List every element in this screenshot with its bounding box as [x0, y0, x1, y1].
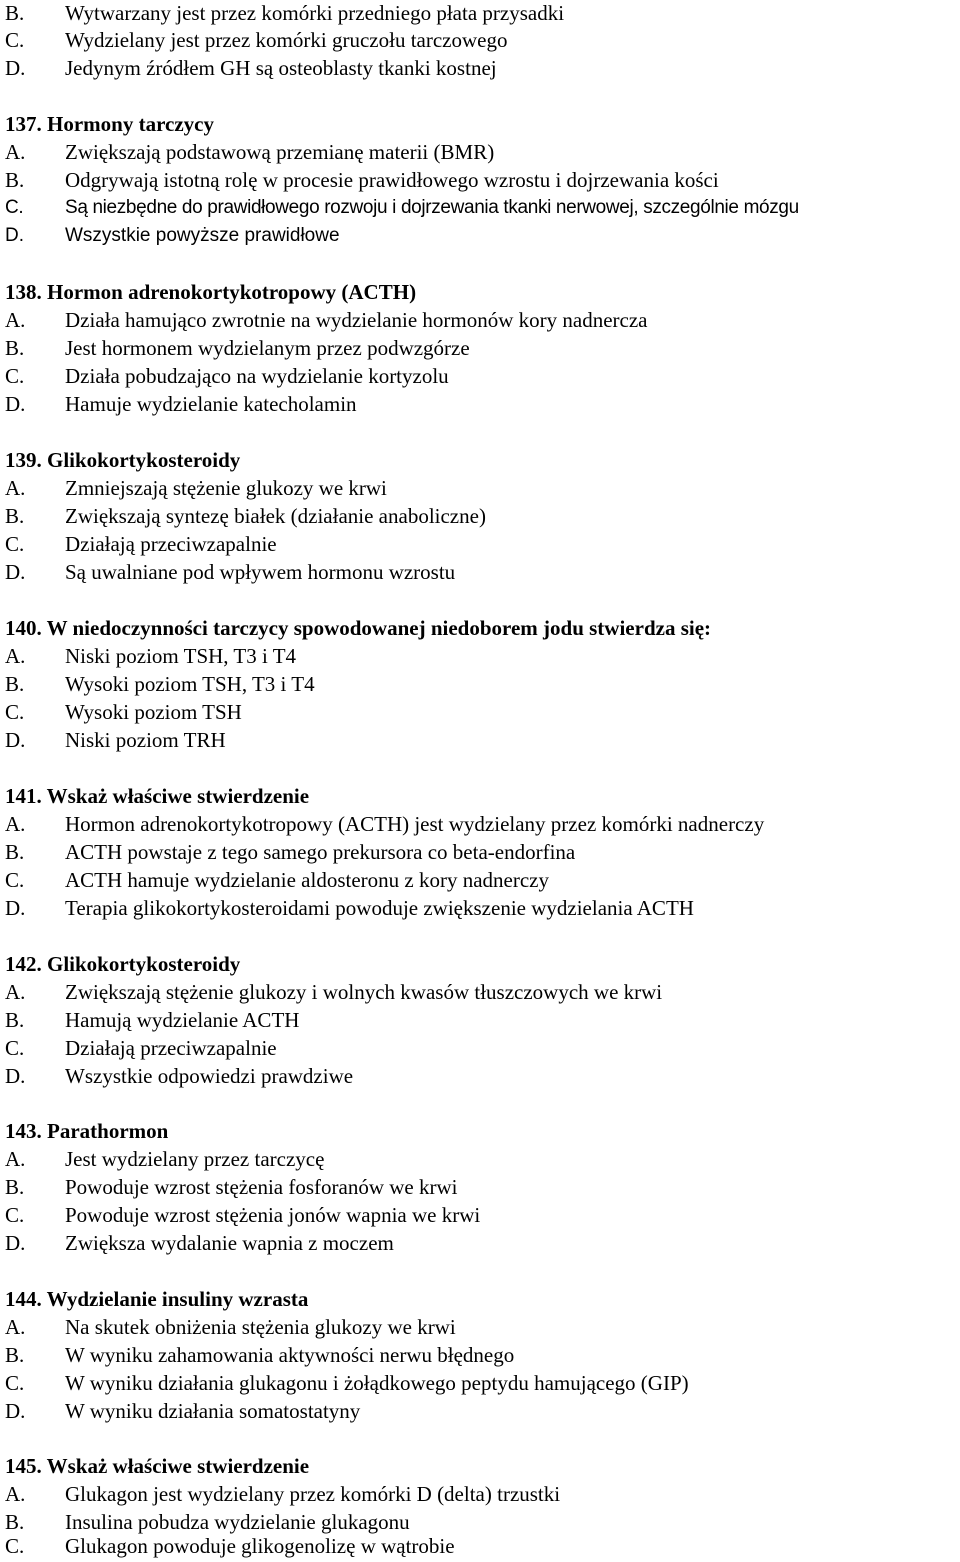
option-text: Niski poziom TRH — [65, 728, 226, 752]
option-text: Zwiększa wydalanie wapnia z moczem — [65, 1231, 394, 1255]
option-line — [5, 475, 387, 501]
option-line — [5, 699, 242, 725]
option-label: B. — [5, 1, 25, 25]
option-line — [5, 1146, 324, 1172]
option-label: C. — [5, 1371, 25, 1395]
option-text: Wydzielany jest przez komórki gruczołu tarczowego — [65, 28, 508, 52]
option-label: C. — [5, 28, 25, 52]
question-title: Glikokortykosteroidy — [47, 448, 241, 472]
option-label: B. — [5, 504, 25, 528]
option-label: A. — [5, 980, 26, 1004]
option-line — [5, 671, 315, 697]
option-text: Niski poziom TSH, T3 i T4 — [65, 644, 297, 668]
option-line — [5, 1035, 277, 1061]
option-text: Zmniejszają stężenie glukozy we krwi — [65, 476, 387, 500]
option-line — [5, 727, 226, 753]
option-label: D. — [5, 1231, 26, 1255]
option-label: D. — [5, 560, 26, 584]
option-line — [5, 811, 764, 837]
question-number: 141. — [5, 784, 42, 808]
option-label: D. — [5, 1064, 26, 1088]
option-line — [5, 559, 455, 585]
question-title: Hormon adrenokortykotropowy (ACTH) — [47, 280, 417, 304]
option-label: C. — [5, 1036, 25, 1060]
option-label: A. — [5, 476, 26, 500]
option-text: W wyniku działania glukagonu i żołądkowego peptydu hamującego (GIP) — [65, 1371, 689, 1395]
option-line — [5, 839, 575, 865]
option-label: C. — [5, 700, 25, 724]
option-text: Działają przeciwzapalnie — [65, 532, 277, 556]
option-text: Wysoki poziom TSH — [65, 700, 242, 724]
option-line — [5, 1230, 394, 1256]
question-number: 145. — [5, 1454, 42, 1478]
option-line — [5, 335, 470, 361]
option-text: ACTH hamuje wydzielanie aldosteronu z kory nadnerczy — [65, 868, 549, 892]
option-line — [5, 1174, 457, 1200]
option-label: D. — [5, 728, 26, 752]
option-text: Glukagon powoduje glikogenolizę w wątrobie — [65, 1534, 455, 1558]
option-line — [5, 0, 564, 26]
option-line — [5, 531, 277, 557]
option-line — [5, 1063, 353, 1089]
option-label: C. — [5, 197, 24, 218]
question-heading — [5, 951, 240, 977]
option-text: Na skutek obniżenia stężenia glukozy we krwi — [65, 1315, 456, 1339]
question-heading — [5, 1118, 168, 1144]
question-title: Parathormon — [47, 1119, 169, 1143]
option-label: D. — [5, 896, 26, 920]
option-line — [5, 139, 494, 165]
option-text: Działa pobudzająco na wydzielanie kortyzolu — [65, 364, 449, 388]
option-line — [5, 1398, 360, 1424]
option-text: Insulina pobudza wydzielanie glukagonu — [65, 1510, 410, 1534]
option-label: D. — [5, 56, 26, 80]
question-title: Glikokortykosteroidy — [47, 952, 241, 976]
option-text: Jest hormonem wydzielanym przez podwzgórze — [65, 336, 470, 360]
option-line — [5, 55, 497, 81]
option-label: B. — [5, 168, 25, 192]
option-label: A. — [5, 1315, 26, 1339]
option-text: Jest wydzielany przez tarczycę — [65, 1147, 325, 1171]
option-text: W wyniku zahamowania aktywności nerwu błędnego — [65, 1343, 515, 1367]
option-label: B. — [5, 1510, 25, 1534]
option-line — [5, 1314, 456, 1340]
option-text: Zwiększają syntezę białek (działanie anaboliczne) — [65, 504, 486, 528]
option-line — [5, 27, 507, 53]
option-line — [5, 1202, 480, 1228]
option-label: C. — [5, 1534, 25, 1558]
question-heading — [5, 783, 309, 809]
option-line — [5, 1370, 689, 1396]
question-heading — [5, 615, 711, 641]
option-text: Zwiększają podstawową przemianę materii (BMR) — [65, 140, 495, 164]
option-line — [5, 1509, 410, 1535]
option-text: ACTH powstaje z tego samego prekursora co beta-endorfina — [65, 840, 576, 864]
question-number: 142. — [5, 952, 42, 976]
question-title: Hormony tarczycy — [47, 112, 214, 136]
option-label: D. — [5, 1399, 26, 1423]
question-heading — [5, 447, 240, 473]
option-text: W wyniku działania somatostatyny — [65, 1399, 361, 1423]
option-text: Powoduje wzrost stężenia jonów wapnia we krwi — [65, 1203, 481, 1227]
option-line — [5, 1007, 299, 1033]
question-number: 140. — [5, 616, 42, 640]
option-text: Są uwalniane pod wpływem hormonu wzrostu — [65, 560, 456, 584]
option-label: B. — [5, 1175, 25, 1199]
option-text: Wysoki poziom TSH, T3 i T4 — [65, 672, 315, 696]
option-line — [5, 503, 486, 529]
question-number: 137. — [5, 112, 42, 136]
option-text: Działają przeciwzapalnie — [65, 1036, 277, 1060]
option-line — [5, 363, 449, 389]
option-label: B. — [5, 336, 25, 360]
option-line — [5, 1342, 514, 1368]
option-line — [5, 223, 340, 249]
option-line — [5, 1533, 455, 1559]
question-heading — [5, 111, 214, 137]
option-text: Terapia glikokortykosteroidami powoduje zwiększenie wydzielania ACTH — [65, 896, 694, 920]
question-number: 144. — [5, 1287, 42, 1311]
option-label: A. — [5, 1482, 26, 1506]
option-label: B. — [5, 1343, 25, 1367]
option-line — [5, 167, 719, 193]
option-line — [5, 1481, 560, 1507]
option-line — [5, 643, 296, 669]
option-label: A. — [5, 812, 26, 836]
option-line — [5, 195, 799, 221]
question-title: Wskaż właściwe stwierdzenie — [46, 1454, 310, 1478]
question-heading — [5, 1453, 309, 1479]
option-label: A. — [5, 308, 26, 332]
option-label: C. — [5, 532, 25, 556]
option-label: A. — [5, 1147, 26, 1171]
option-line — [5, 979, 662, 1005]
option-text: Wszystkie powyższe prawidłowe — [65, 225, 340, 246]
option-label: C. — [5, 1203, 25, 1227]
option-line — [5, 307, 648, 333]
option-text: Hamuje wydzielanie katecholamin — [65, 392, 357, 416]
option-text: Powoduje wzrost stężenia fosforanów we krwi — [65, 1175, 458, 1199]
option-label: B. — [5, 1008, 25, 1032]
option-text: Działa hamująco zwrotnie na wydzielanie hormonów kory nadnercza — [65, 308, 648, 332]
option-line — [5, 391, 357, 417]
option-label: D. — [5, 225, 24, 246]
option-line — [5, 895, 694, 921]
option-text: Hamują wydzielanie ACTH — [65, 1008, 300, 1032]
option-text: Są niezbędne do prawidłowego rozwoju i dojrzewania tkanki nerwowej, szczególnie mózgu — [65, 197, 799, 218]
option-text: Jedynym źródłem GH są osteoblasty tkanki kostnej — [65, 56, 497, 80]
option-text: Odgrywają istotną rolę w procesie prawidłowego wzrostu i dojrzewania kości — [65, 168, 719, 192]
question-title: W niedoczynności tarczycy spowodowanej niedoborem jodu stwierdza się: — [46, 616, 712, 640]
option-label: A. — [5, 140, 26, 164]
option-text: Zwiększają stężenie glukozy i wolnych kwasów tłuszczowych we krwi — [65, 980, 663, 1004]
option-label: B. — [5, 840, 25, 864]
option-text: Hormon adrenokortykotropowy (ACTH) jest wydzielany przez komórki nadnerczy — [65, 812, 765, 836]
question-heading — [5, 1286, 308, 1312]
option-label: C. — [5, 364, 25, 388]
option-text: Wszystkie odpowiedzi prawdziwe — [65, 1064, 354, 1088]
option-line — [5, 867, 549, 893]
question-number: 139. — [5, 448, 42, 472]
question-number: 138. — [5, 280, 42, 304]
option-label: A. — [5, 644, 26, 668]
option-label: C. — [5, 868, 25, 892]
question-heading — [5, 279, 416, 305]
option-text: Glukagon jest wydzielany przez komórki D (delta) trzustki — [65, 1482, 561, 1506]
option-text: Wytwarzany jest przez komórki przedniego płata przysadki — [65, 1, 565, 25]
question-title: Wskaż właściwe stwierdzenie — [46, 784, 310, 808]
option-label: B. — [5, 672, 25, 696]
question-title: Wydzielanie insuliny wzrasta — [46, 1287, 309, 1311]
option-label: D. — [5, 392, 26, 416]
question-number: 143. — [5, 1119, 42, 1143]
